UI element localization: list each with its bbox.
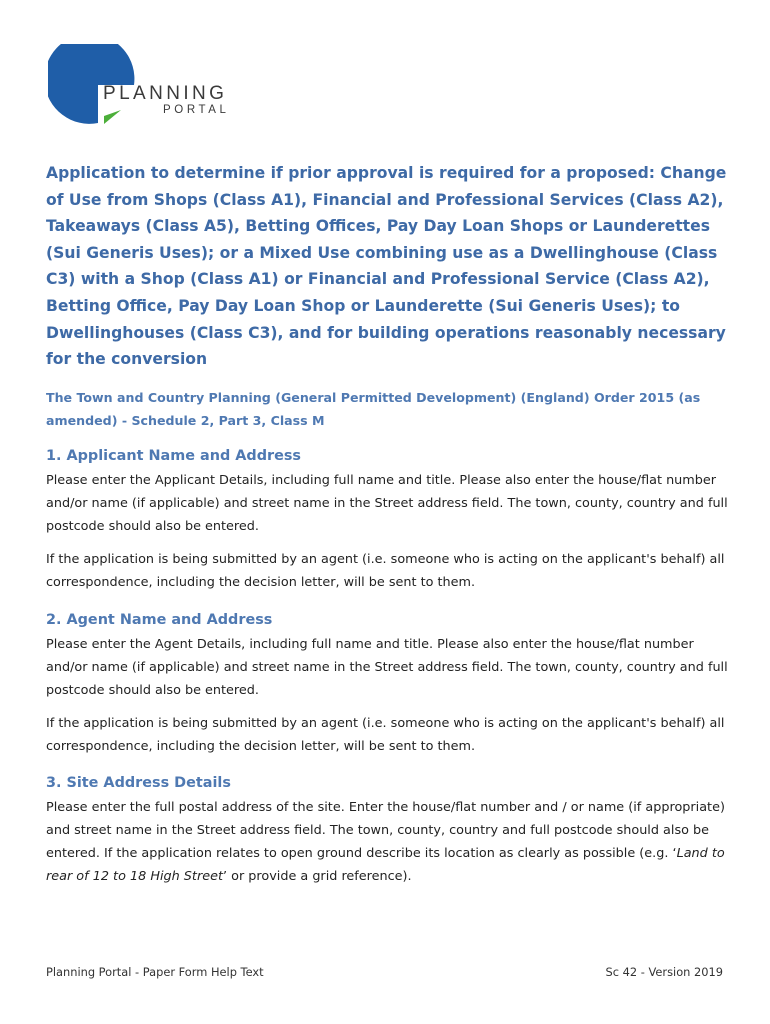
paragraph-text: ’ or provide a grid reference). <box>222 869 412 884</box>
section-heading: 2. Agent Name and Address <box>46 612 273 628</box>
logo-wordmark-portal: PORTAL <box>163 104 230 116</box>
footer-document-name: Planning Portal - Paper Form Help Text <box>46 965 264 979</box>
section-paragraph: If the application is being submitted by an agent (i.e. someone who is acting on the applicant's behalf) all correspondence, including the decision letter, will be sent to them. <box>46 552 725 590</box>
footer-version: Sc 42 - Version 2019 <box>605 965 723 979</box>
example-text: Land to rear of 12 to 18 High Street <box>46 846 725 884</box>
section-paragraph <box>46 796 736 888</box>
logo-wordmark-planning: PLANNING <box>103 83 228 104</box>
section-applicant <box>46 445 736 594</box>
section-heading: 3. Site Address Details <box>46 775 231 791</box>
document-title: Application to determine if prior approval is required for a proposed: Change of Use from Shops (Class A1), Financial and Professional Services (Class A2), Takeaways (Class A5), Betting Offices, Pay Day Loan Shops or Launderettes (Sui Generis Uses); or a Mixed Use combining use as a Dwellinghouse (Class C3) with a Shop (Class A1) or Financial and Professional Service (Class A2), Betting Office, Pay Day Loan Shop or Launderette (Sui Generis Uses); to Dwellinghouses (Class C3), and for building operations reasonably necessary for the conversion <box>46 164 727 369</box>
section-paragraph: Please enter the Applicant Details, including full name and title. Please also enter the house/flat number and/or name (if applicable) and street name in the Street address field. The town, county, country and full postcode should also be entered. <box>46 473 728 534</box>
paragraph-text: Please enter the full postal address of the site. Enter the house/flat number and / or name (if appropriate) and street name in the Street address field. The town, county, country and full postcode should also be entered. If the application relates to open ground describe its location as clearly as possible (e.g. ‘ <box>46 800 725 861</box>
section-heading: 1. Applicant Name and Address <box>46 448 301 464</box>
section-site-address <box>46 772 736 888</box>
section-paragraph: Please enter the Agent Details, including full name and title. Please also enter the house/flat number and/or name (if applicable) and street name in the Street address field. The town, county, country and full postcode should also be entered. <box>46 637 728 698</box>
section-agent <box>46 609 736 758</box>
section-paragraph: If the application is being submitted by an agent (i.e. someone who is acting on the applicant's behalf) all correspondence, including the decision letter, will be sent to them. <box>46 716 725 754</box>
document-subtitle: The Town and Country Planning (General Permitted Development) (England) Order 2015 (as amended) - Schedule 2, Part 3, Class M <box>46 390 701 428</box>
